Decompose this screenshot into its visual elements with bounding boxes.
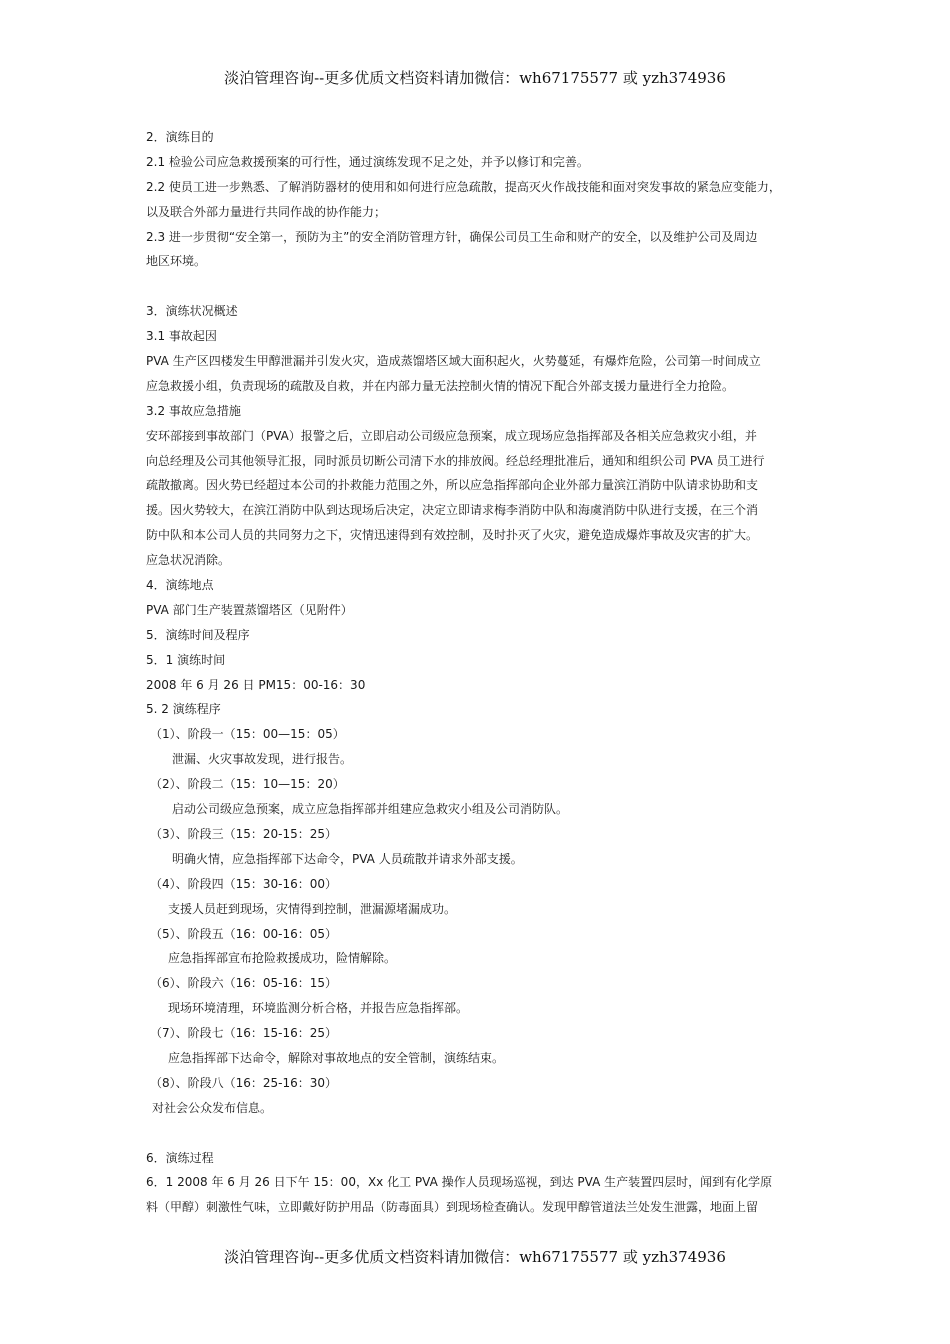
paragraph-line: 援。因火势较大，在滨江消防中队到达现场后决定，决定立即请求梅李消防中队和海虞消防中队进行支援，在三个消 [146, 503, 759, 518]
section-heading: 3．演练状况概述 [146, 304, 238, 319]
paragraph-line: 6．1 2008 年 6 月 26 日下午 15：00，Xx 化工 PVA 操作人员现场巡视，到达 PVA 生产装置四层时，闻到有化学原 [146, 1175, 773, 1190]
paragraph-line: 应急状况消除。 [146, 553, 231, 568]
subsection-heading: 3.1 事故起因 [146, 329, 217, 344]
stage-heading: （4）、阶段四（15：30-16：00） [150, 876, 338, 891]
paragraph-line: PVA 部门生产装置蒸馏塔区（见附件） [146, 602, 353, 617]
paragraph-line: 2.3 进一步贯彻“安全第一，预防为主”的安全消防管理方针，确保公司员工生命和财产的安全，以及维护公司及周边 [146, 229, 758, 244]
paragraph-line: 疏散撤离。因火势已经超过本公司的扑救能力范围之外，所以应急指挥部向企业外部力量滨江消防中队请求协助和支 [146, 478, 759, 493]
stage-heading: （1）、阶段一（15：00—15：05） [150, 727, 345, 742]
subsection-heading: 5. 2 演练程序 [146, 702, 221, 717]
stage-heading: （6）、阶段六（16：05-16：15） [150, 976, 338, 991]
paragraph-line: 料（甲醇）刺激性气味，立即戴好防护用品（防毒面具）到现场检查确认。发现甲醇管道法兰处发生泄露，地面上留 [146, 1200, 759, 1215]
stage-heading: （3）、阶段三（15：20-15：25） [150, 826, 338, 841]
paragraph-line: 2008 年 6 月 26 日 PM15：00-16：30 [146, 677, 366, 692]
stage-heading: （5）、阶段五（16：00-16：05） [150, 926, 338, 941]
paragraph-line: 地区环境。 [146, 254, 207, 269]
stage-description: 应急指挥部宣布抢险救援成功，险情解除。 [168, 951, 397, 966]
stage-description: 明确火情，应急指挥部下达命令，PVA 人员疏散并请求外部支援。 [172, 851, 523, 866]
paragraph-line: 2.2 使员工进一步熟悉、了解消防器材的使用和如何进行应急疏散，提高灭火作战技能和面对突发事故的紧急应变能力， [146, 179, 781, 194]
stage-heading: （8）、阶段八（16：25-16：30） [150, 1075, 338, 1090]
stage-description: 应急指挥部下达命令，解除对事故地点的安全管制，演练结束。 [168, 1050, 505, 1065]
stage-heading: （2）、阶段二（15：10—15：20） [150, 777, 345, 792]
paragraph-line: 防中队和本公司人员的共同努力之下，灾情迅速得到有效控制，及时扑灭了火灾，避免造成爆炸事故及灾害的扩大。 [146, 528, 759, 543]
stage-heading: （7）、阶段七（16：15-16：25） [150, 1026, 338, 1041]
paragraph-line: 安环部接到事故部门（PVA）报警之后，立即启动公司级应急预案，成立现场应急指挥部及各相关应急救灾小组，并 [146, 428, 757, 443]
stage-description: 启动公司级应急预案，成立应急指挥部并组建应急救灾小组及公司消防队。 [172, 802, 569, 817]
stage-description: 泄漏、火灾事故发现，进行报告。 [172, 752, 353, 767]
paragraph-line: PVA 生产区四楼发生甲醇泄漏并引发火灾，造成蒸馏塔区域大面积起火，火势蔓延，有爆炸危险，公司第一时间成立 [146, 354, 761, 369]
section-heading: 5．演练时间及程序 [146, 627, 250, 642]
paragraph-line: 以及联合外部力量进行共同作战的协作能力； [146, 204, 387, 219]
page-header: 淡泊管理咨询--更多优质文档资料请加微信：wh67175577 或 yzh374936 [224, 69, 726, 87]
stage-description: 对社会公众发布信息。 [152, 1100, 273, 1115]
document-body [146, 125, 816, 1220]
stage-description: 支援人员赶到现场，灾情得到控制，泄漏源堵漏成功。 [168, 901, 457, 916]
subsection-heading: 3.2 事故应急措施 [146, 403, 241, 418]
page-footer: 淡泊管理咨询--更多优质文档资料请加微信：wh67175577 或 yzh374936 [224, 1248, 726, 1266]
blank-line [146, 1121, 816, 1146]
section-heading: 4．演练地点 [146, 578, 214, 593]
section-heading: 2．演练目的 [146, 130, 214, 144]
section-heading: 6．演练过程 [146, 1150, 214, 1165]
paragraph-line: 应急救援小组，负责现场的疏散及自救，并在内部力量无法控制火情的情况下配合外部支援力量进行全力抢险。 [146, 378, 735, 393]
blank-line [146, 274, 816, 299]
subsection-heading: 5．1 演练时间 [146, 652, 226, 667]
paragraph-line: 向总经理及公司其他领导汇报，同时派员切断公司清下水的排放阀。经总经理批准后，通知和组织公司 PVA 员工进行 [146, 453, 765, 468]
stage-description: 现场环境清理，环境监测分析合格，并报告应急指挥部。 [168, 1001, 469, 1016]
paragraph-line: 2.1 检验公司应急救援预案的可行性，通过演练发现不足之处，并予以修订和完善。 [146, 154, 589, 169]
